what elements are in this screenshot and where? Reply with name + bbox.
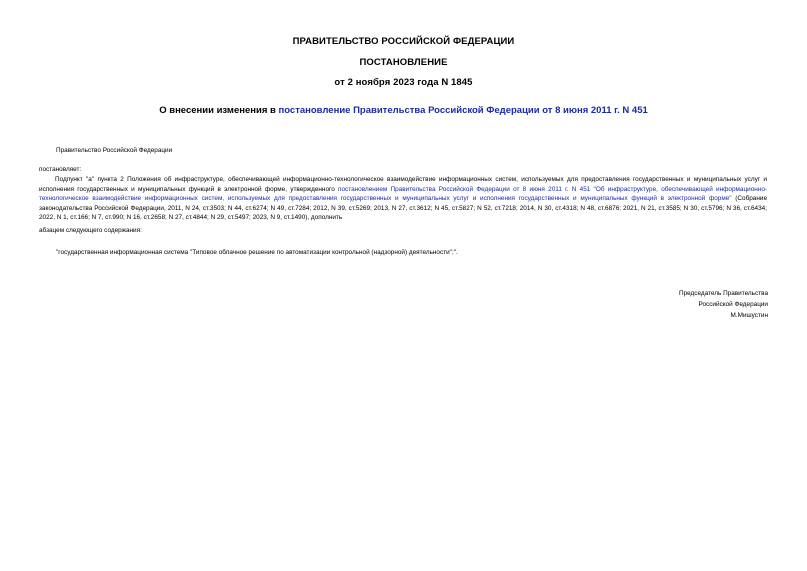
paragraph-link[interactable]: постановлением Правительства Российской Федерации от 8 июня 2011 г. N 451 "Об инфраструктуре, обеспечивающей информационно-технологическое взаимодействие информационных систем, используемых для предоставления государственных и муниципальных услуг и исполнения государственных и муниципальных функций в электронной форме" <box>39 185 767 203</box>
resolves-text: постановляет: <box>39 166 82 173</box>
issuer-text: Правительство Российской Федерации <box>56 147 173 154</box>
signature-position-line1: Председатель Правительства <box>679 290 768 297</box>
document-title <box>0 105 807 116</box>
signature-position-line2: Российской Федерации <box>698 301 768 308</box>
title-prefix: О внесении изменения в <box>159 105 279 116</box>
paragraph-last-line: абзацем следующего содержания: <box>39 227 142 234</box>
document-type-heading: ПОСТАНОВЛЕНИЕ <box>359 57 448 68</box>
signature-name: М.Мишустин <box>730 312 768 319</box>
main-paragraph <box>39 175 767 223</box>
quoted-amendment: "государственная информационная система "Типовое облачное решение по автоматизации контрольной (надзорной) деятельности";". <box>56 249 458 256</box>
paragraph-text-citation: (Собрание законодательства Российской Федерации, 2011, N 24, ст.3503; N 44, ст.6274; N 49, ст.7284; 2012, N 39, ст.5269; 2013, N 27, ст.3612; N 45, ст.5827; N 52, ст.7218; 2014, N 30, ст.4318; N 48, ст.6876; 2021, N 21, ст.3585; N 30, ст.5796; N 36, ст.6434; 2022, N 1, ст.166; N 7, ст.990; N 16, ст.2658; N 27, ст.4844; N 29, ст.5497; 2023, N 9, ст.1490), дополнить <box>39 195 767 222</box>
paragraph-text-start: Подпункт "а" пункта 2 Положения об инфраструктуре, обеспечивающей информационно-технологическое взаимодействие информационных систем, используемых для предоставления государственных и муниципальных услуг и исполнения государственных и муниципальных функций в электронной форме, утвержденного <box>39 176 767 193</box>
title-link[interactable]: постановление Правительства Российской Федерации от 8 июня 2011 г. N 451 <box>278 105 648 116</box>
document-date-number: от 2 ноября 2023 года N 1845 <box>334 77 473 88</box>
government-heading: ПРАВИТЕЛЬСТВО РОССИЙСКОЙ ФЕДЕРАЦИИ <box>292 36 515 47</box>
